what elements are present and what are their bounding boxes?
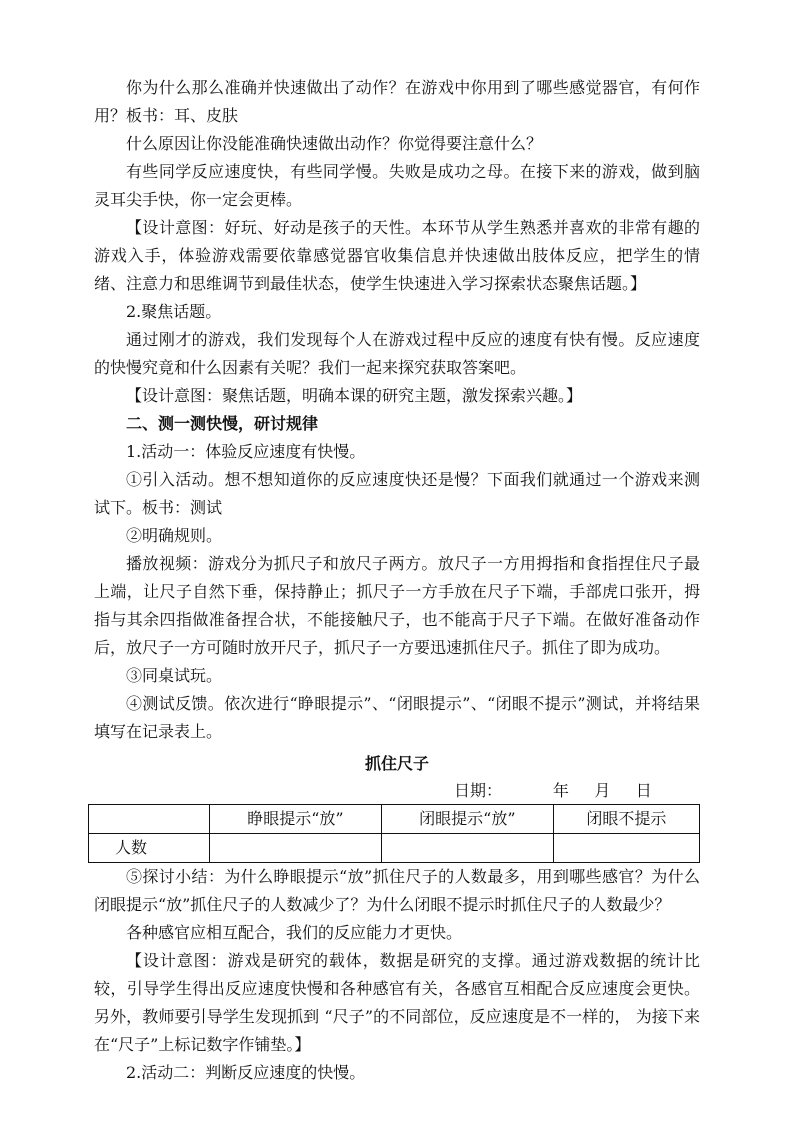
table-header-cell: 睁眼提示“放” bbox=[210, 805, 382, 834]
table-cell bbox=[210, 834, 382, 863]
paragraph: ⑤探讨小结：为什么睁眼提示“放”抓住尺子的人数最多，用到哪些感官？为什么闭眼提示“放”抓住尺子的人数减少了？为什么闭眼不提示时抓住尺子的人数最少？ bbox=[94, 867, 700, 914]
paragraph: ①引入活动。想不想知道你的反应速度快还是慢？下面我们就通过一个游戏来测试下。板书：测试 bbox=[94, 470, 700, 517]
subheading: 1.活动一：体验反应速度有快慢。 bbox=[126, 442, 366, 461]
date-year: 年 bbox=[552, 781, 569, 800]
table-header-cell bbox=[89, 805, 210, 834]
document-page bbox=[94, 74, 700, 1087]
paragraph: 播放视频：游戏分为抓尺子和放尺子两方。放尺子一方用拇指和食指捏住尺子最上端，让尺子自然下垂，保持静止；抓尺子一方手放在尺子下端，手部虎口张开，拇指与其余四指做准备捏合状，不能接触尺子，也不能高于尺子下端。在做好准备动作后，放尺子一方可随时放开尺子，抓尺子一方要迅速抓住尺子。抓住了即为成功。 bbox=[94, 554, 700, 657]
paragraph: 通过刚才的游戏，我们发现每个人在游戏过程中反应的速度有快有慢。反应速度的快慢究竟和什么因素有关呢？我们一起来探究获取答案吧。 bbox=[94, 330, 700, 377]
date-line bbox=[94, 778, 700, 804]
record-table bbox=[88, 804, 700, 863]
table-cell bbox=[381, 834, 553, 863]
subheading: 2.活动二：判断反应速度的快慢。 bbox=[126, 1063, 366, 1082]
paragraph: 有些同学反应速度快，有些同学慢。失败是成功之母。在接下来的游戏，做到脑灵耳尖手快，你一定会更棒。 bbox=[94, 162, 700, 209]
paragraph: 你为什么那么准确并快速做出了动作？在游戏中你用到了哪些感觉器官，有何作用？板书：耳、皮肤 bbox=[94, 78, 700, 125]
subheading: 2.聚焦话题。 bbox=[126, 302, 222, 321]
table-header-cell: 闭眼提示“放” bbox=[381, 805, 553, 834]
table-header-cell: 闭眼不提示 bbox=[553, 805, 699, 834]
design-intent-paragraph: 【设计意图：游戏是研究的载体，数据是研究的支撑。通过游戏数据的统计比较，引导学生得出反应速度快慢和各种感官有关，各感官互相配合反应速度会更快。另外，教师要引导学生发现抓到 “尺子”的不同部位，反应速度是不一样的， 为接下来在“尺子”上标记数字作铺垫。】 bbox=[94, 951, 700, 1054]
paragraph: ④测试反馈。依次进行“睁眼提示”、“闭眼提示”、“闭眼不提示”测试，并将结果填写在记录表上。 bbox=[94, 694, 700, 741]
table-header-row bbox=[89, 805, 700, 834]
record-table-block bbox=[94, 750, 700, 863]
table-cell bbox=[553, 834, 699, 863]
design-intent-paragraph: 【设计意图：好玩、好动是孩子的天性。本环节从学生熟悉并喜欢的非常有趣的游戏入手，体验游戏需要依靠感觉器官收集信息并快速做出肢体反应，把学生的情绪、注意力和思维调节到最佳状态，使学生快速进入学习探索状态聚焦话题。】 bbox=[94, 218, 700, 293]
date-month: 月 bbox=[594, 781, 611, 800]
paragraph: 各种感官应相互配合，我们的反应能力才更快。 bbox=[126, 923, 463, 942]
table-row bbox=[89, 834, 700, 863]
design-intent-paragraph: 【设计意图：聚焦话题，明确本课的研究主题，激发探索兴趣。】 bbox=[126, 386, 583, 405]
paragraph: 什么原因让你没能准确快速做出动作？你觉得要注意什么？ bbox=[126, 134, 543, 153]
date-day: 日 bbox=[635, 781, 652, 800]
paragraph: ②明确规则。 bbox=[126, 526, 223, 545]
table-title: 抓住尺子 bbox=[364, 754, 429, 773]
paragraph: ③同桌试玩。 bbox=[126, 666, 223, 685]
date-label: 日期： bbox=[454, 781, 503, 800]
table-row-label: 人数 bbox=[89, 834, 210, 863]
section-heading: 二、测一测快慢，研讨规律 bbox=[126, 414, 319, 433]
